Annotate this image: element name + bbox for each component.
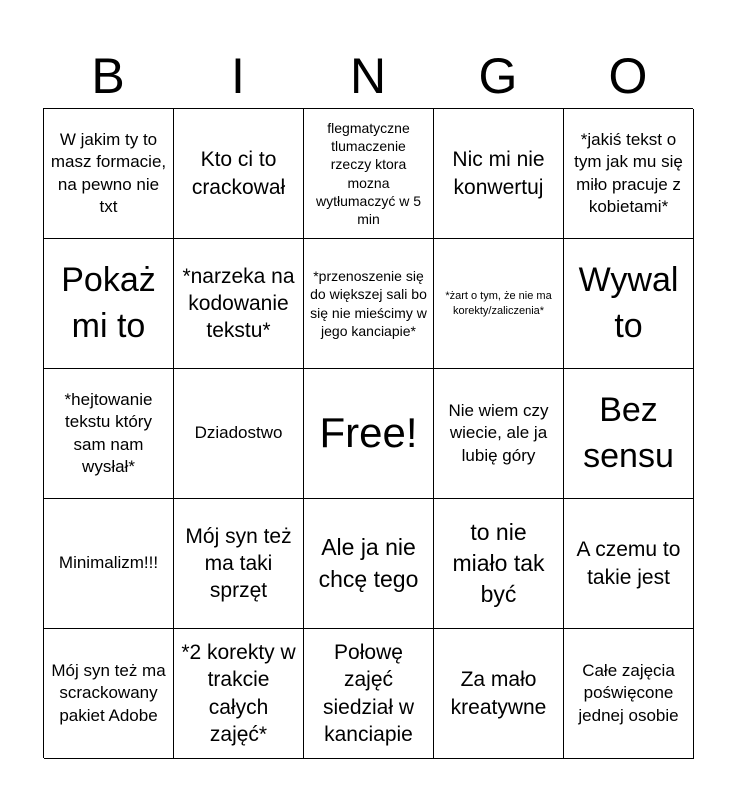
cell-text: W jakim ty to masz formacie, na pewno nie txt bbox=[50, 130, 167, 216]
cell-text: Mój syn też ma taki sprzęt bbox=[185, 524, 292, 603]
bingo-cell[interactable] bbox=[44, 239, 174, 369]
header-letter-b: B bbox=[91, 48, 125, 104]
bingo-cell[interactable] bbox=[434, 369, 564, 499]
free-cell[interactable] bbox=[304, 369, 434, 499]
cell-text: Minimalizm!!! bbox=[58, 553, 159, 573]
bingo-header bbox=[43, 44, 693, 108]
bingo-cell[interactable] bbox=[434, 109, 564, 239]
cell-text: flegmatyczne tlumaczenie rzeczy ktora mozna wytłumaczyć w 5 min bbox=[315, 119, 422, 227]
bingo-cell[interactable] bbox=[44, 369, 174, 499]
cell-text: Nie wiem czy wiecie, ale ja lubię góry bbox=[448, 401, 549, 465]
bingo-cell[interactable] bbox=[174, 109, 304, 239]
bingo-cell[interactable] bbox=[174, 629, 304, 759]
cell-text: Pokaż mi to bbox=[61, 260, 156, 345]
free-label: Free! bbox=[319, 409, 418, 457]
bingo-cell[interactable] bbox=[434, 239, 564, 369]
cell-text: Nic mi nie konwertuj bbox=[452, 148, 545, 199]
cell-text: Połowę zajęć siedział w kanciapie bbox=[322, 640, 415, 746]
cell-text: *jakiś tekst o tym jak mu się miło pracuje z kobietami* bbox=[574, 130, 683, 216]
bingo-cell[interactable] bbox=[564, 239, 694, 369]
cell-text: Całe zajęcia poświęcone jednej osobie bbox=[578, 661, 679, 725]
bingo-cell[interactable] bbox=[304, 499, 434, 629]
bingo-cell[interactable] bbox=[304, 109, 434, 239]
bingo-cell[interactable] bbox=[564, 369, 694, 499]
bingo-cell[interactable] bbox=[174, 239, 304, 369]
cell-text: to nie miało tak być bbox=[452, 518, 545, 608]
header-letter-g: G bbox=[478, 48, 518, 104]
bingo-cell[interactable] bbox=[174, 499, 304, 629]
cell-text: *narzeka na kodowanie tekstu* bbox=[182, 264, 295, 343]
bingo-cell[interactable] bbox=[304, 239, 434, 369]
cell-text: Za mało kreatywne bbox=[450, 668, 547, 719]
bingo-cell[interactable] bbox=[564, 629, 694, 759]
cell-text: *2 korekty w trakcie całych zajęć* bbox=[181, 640, 296, 746]
header-letter-n: N bbox=[349, 48, 387, 104]
cell-text: Dziadostwo bbox=[194, 423, 283, 443]
cell-text: *hejtowanie tekstu który sam nam wysłał* bbox=[64, 390, 153, 476]
cell-text: Bez sensu bbox=[583, 390, 674, 475]
bingo-cell[interactable] bbox=[44, 109, 174, 239]
cell-text: A czemu to takie jest bbox=[576, 538, 681, 589]
bingo-cell[interactable] bbox=[564, 499, 694, 629]
bingo-cell[interactable] bbox=[434, 629, 564, 759]
bingo-cell[interactable] bbox=[44, 629, 174, 759]
cell-text: Wywal to bbox=[578, 260, 679, 345]
bingo-cell[interactable] bbox=[174, 369, 304, 499]
cell-text: Kto ci to crackował bbox=[191, 148, 286, 199]
header-letter-i: I bbox=[231, 48, 245, 104]
cell-text: Mój syn też ma scrackowany pakiet Adobe bbox=[51, 661, 166, 725]
bingo-cell[interactable] bbox=[44, 499, 174, 629]
header-letter-o: O bbox=[608, 48, 648, 104]
cell-text: Ale ja nie chcę tego bbox=[318, 534, 419, 592]
bingo-grid bbox=[43, 108, 693, 758]
bingo-cell[interactable] bbox=[434, 499, 564, 629]
cell-text: *przenoszenie się do większej sali bo się nie mieścimy w jego kanciapie* bbox=[310, 268, 427, 339]
bingo-cell[interactable] bbox=[304, 629, 434, 759]
bingo-cell[interactable] bbox=[564, 109, 694, 239]
cell-text: *żart o tym, że nie ma korekty/zaliczenia* bbox=[445, 289, 552, 317]
